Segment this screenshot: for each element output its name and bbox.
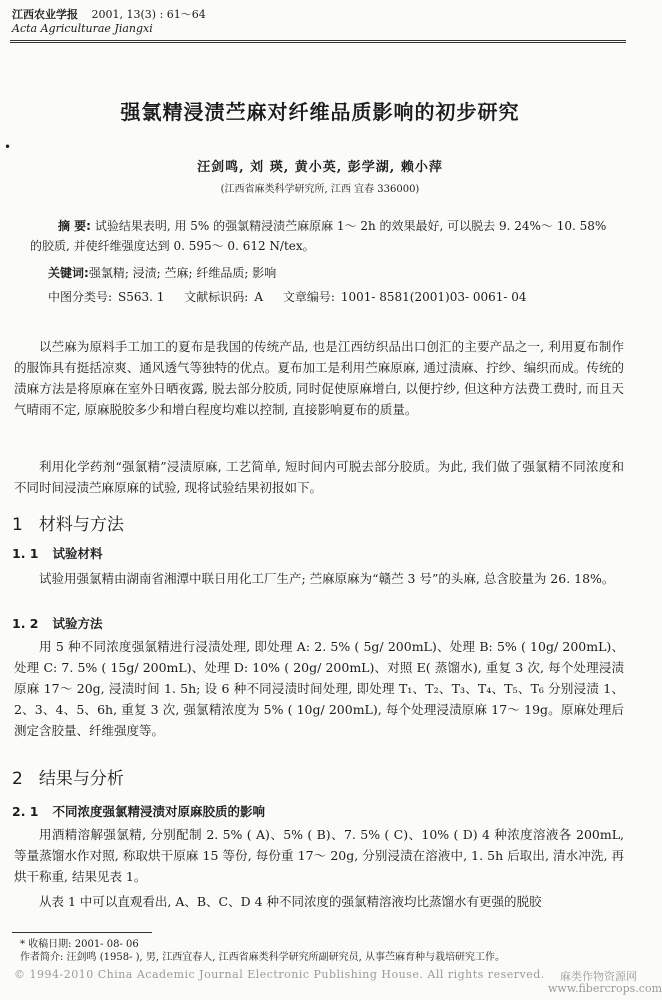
header-divider	[10, 40, 626, 41]
article-number-label: 文章编号:	[282, 290, 335, 304]
margin-bullet: •	[4, 140, 12, 154]
journal-name: 江西农业学报	[12, 8, 78, 21]
subsection-1-2-heading	[12, 614, 103, 632]
section-1-heading	[12, 510, 124, 535]
subsection-2-1-heading	[12, 802, 265, 820]
subsection-2-1-title: 不同浓度强氯精浸渍对原麻胶质的影响	[52, 804, 266, 819]
section-1-title: 材料与方法	[38, 515, 124, 535]
subsection-2-1-number: 2. 1	[12, 804, 39, 819]
section-1-number: 1	[12, 515, 23, 535]
journal-issue: 2001, 13(3) : 61～64	[91, 8, 206, 21]
abstract	[30, 216, 614, 256]
article-number-value: 1001- 8581(2001)03- 0061- 04	[340, 290, 527, 304]
keywords-text: 强氯精; 浸渍; 苎麻; 纤维品质; 影响	[88, 266, 277, 280]
footnote-divider	[12, 932, 152, 933]
subsection-1-2-title: 试验方法	[52, 616, 103, 631]
affiliation: (江西省麻类科学研究所, 江西 宜春 336000)	[220, 184, 420, 195]
subsection-1-1-number: 1. 1	[12, 546, 39, 561]
intro-paragraph-2: 利用化学药剂“强氯精”浸渍原麻, 工艺简单, 短时间内可脱去部分胶质。为此, 我们做了强氯精不同浓度和不同时间浸渍苎麻原麻的试验, 现将试验结果初报如下。	[14, 459, 624, 495]
subsection-2-1-text-2: 从表 1 中可以直观看出, A、B、C、D 4 种不同浓度的强氯精溶液均比蒸馏水有更强的脱胶	[39, 894, 542, 909]
watermark-url: www.fibercrops.com	[548, 982, 662, 995]
clc-label: 中图分类号:	[48, 290, 113, 304]
section-2-heading	[12, 764, 124, 789]
header-divider-2	[10, 42, 626, 43]
subsection-1-1-text: 试验用强氯精由湖南省湘潭中联日用化工厂生产; 苎麻原麻为“赣苎 3 号”的头麻, 总含胶量为 26. 18%。	[39, 571, 615, 586]
subsection-1-1-heading	[12, 544, 103, 562]
intro-paragraph-1: 以苎麻为原料手工加工的夏布是我国的传统产品, 也是江西纺织品出口创汇的主要产品之一, 利用夏布制作的服饰具有挺括凉爽、通风透气等独特的优点。夏布加工是利用苎麻原麻, 通过渍麻、拧纱、编织而成。传统的渍麻方法是将原麻在室外日晒夜露, 脱去部分胶质, 同时促使原麻增白, 以便拧纱, 但这种方法费工费时, 而且天气晴雨不定, 原麻脱胶多少和增白程度均难以控制, 直接影响夏布的质量。	[14, 339, 624, 417]
journal-name-en: Acta Agriculturae Jiangxi	[12, 22, 153, 35]
section-2-number: 2	[12, 769, 23, 789]
footnote-received: * 收稿日期: 2001- 08- 06	[20, 939, 139, 950]
doc-code-label: 文献标识码:	[184, 290, 249, 304]
subsection-1-2-text: 用 5 种不同浓度强氯精进行浸渍处理, 即处理 A: 2. 5% ( 5g/ 200mL)、处理 B: 5% ( 10g/ 200mL)、处理 C: 7. 5% ( 15g/ 200mL)、处理 D: 10% ( 20g/ 200mL)、对照 E( 蒸馏水), 重复 3 次, 每个处理浸渍原麻 17～ 20g, 浸渍时间 1. 5h; 设 6 种不同浸渍时间处理, 即处理 T₁、T₂、T₃、T₄、T₅、T₆ 分别浸渍 1、2、3、4、5、6h, 重复 3 次, 强氯精浓度为 5% ( 10g/ 200mL), 每个处理浸渍原麻 17～ 19g。原麻处理后测定含胶量、纤维强度等。	[14, 639, 624, 738]
journal-header	[12, 8, 206, 22]
doc-code-value: A	[254, 290, 263, 304]
abstract-label: 摘 要:	[58, 219, 91, 233]
classification-line	[48, 288, 533, 305]
paper-title: 强氯精浸渍苎麻对纤维品质影响的初步研究	[120, 100, 520, 124]
keywords-label: 关键词:	[48, 266, 89, 280]
section-2-title: 结果与分析	[38, 769, 124, 789]
subsection-1-1-title: 试验材料	[52, 546, 103, 561]
abstract-text: 试验结果表明, 用 5% 的强氯精浸渍苎麻原麻 1～ 2h 的效果最好, 可以脱去 9. 24%～ 10. 58% 的胶质, 并使纤维强度达到 0. 595～ 0. 612 N/tex。	[30, 219, 607, 253]
clc-value: S563. 1	[118, 290, 165, 304]
subsection-1-2-number: 1. 2	[12, 616, 39, 631]
author-list: 汪剑鸣, 刘 瑛, 黄小英, 彭学湖, 赖小萍	[197, 160, 443, 175]
subsection-2-1-text: 用酒精溶解强氯精, 分别配制 2. 5% ( A)、5% ( B)、7. 5% ( C)、10% ( D) 4 种浓度溶液各 200mL, 等量蒸馏水作对照, 称取烘干原麻 15 等份, 每份重 17～ 20g, 分别浸渍在溶液中, 1. 5h 后取出, 清水冲洗, 再烘干称重, 结果见表 1。	[14, 827, 624, 884]
watermark-text: 麻类作物资源网	[560, 970, 637, 983]
footnote-author: 作者简介: 汪剑鸣 (1958- ), 男, 江西宜春人, 江西省麻类科学研究所副研究员, 从事苎麻育种与栽培研究工作。	[20, 952, 505, 963]
keywords	[48, 264, 276, 281]
copyright-notice: © 1994-2010 China Academic Journal Electronic Publishing House. All rights reserved.	[14, 968, 545, 981]
